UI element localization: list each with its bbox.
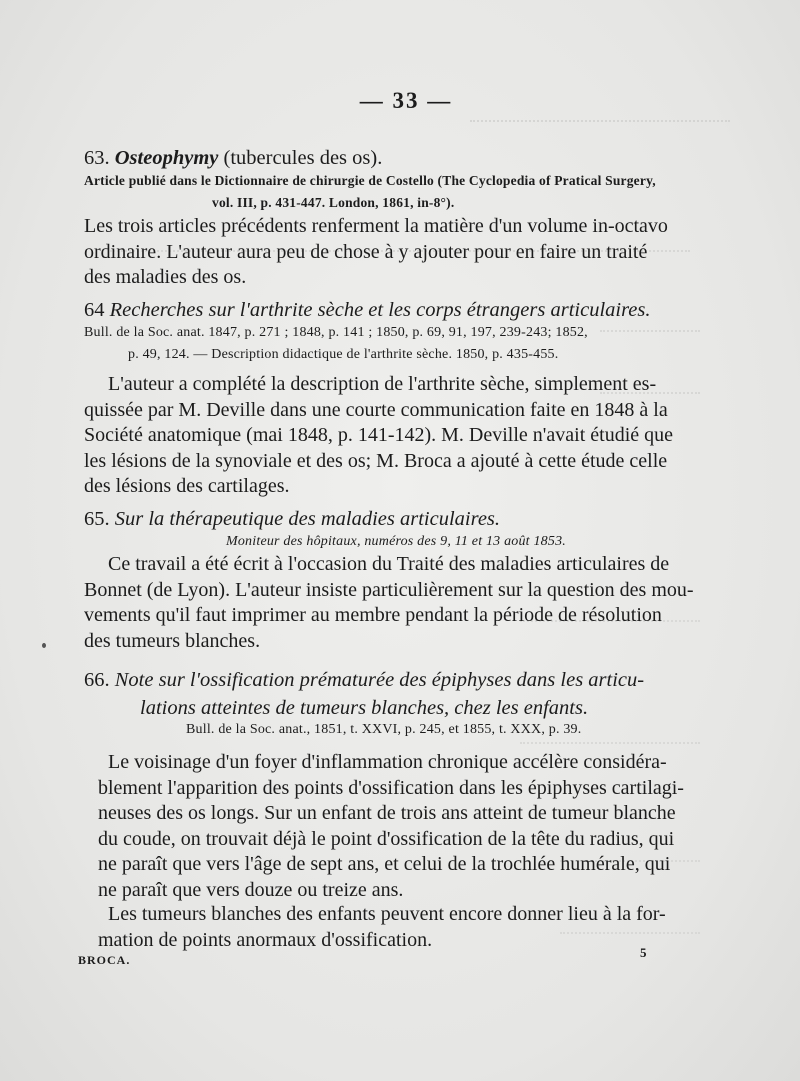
text-line: les lésions de la synoviale et des os; M. Broca a ajouté à cette étude celle: [84, 449, 668, 472]
text-line: vements qu'il faut imprimer au membre pendant la période de résolution: [84, 604, 662, 626]
body-paragraph: [84, 214, 712, 291]
sheet-number: 5: [640, 945, 647, 960]
bibliographic-reference: [226, 531, 706, 553]
entry-number: 64: [84, 299, 105, 321]
margin-speck: [42, 643, 46, 648]
bib-line: Article publié dans le Dictionnaire de chirurgie de Costello (The Cyclopedia of Pratical Surgery,: [84, 173, 656, 188]
entry-title: Osteophymy: [114, 147, 219, 169]
entry-title: Sur la thérapeutique des maladies articulaires.: [114, 508, 501, 530]
entry-number: 63.: [84, 147, 110, 169]
bib-line: vol. III, p. 431-447. London, 1861, in-8°).: [212, 195, 455, 210]
text-line: ne paraît que vers douze ou treize ans.: [98, 878, 404, 901]
bibliographic-reference: [84, 170, 714, 214]
text-line: Société anatomique (mai 1848, p. 141-142). M. Deville n'avait étudié que: [84, 424, 674, 446]
body-paragraph: [84, 372, 712, 500]
bib-line: p. 49, 124. — Description didactique de l'arthrite sèche. 1850, p. 435-455.: [128, 347, 559, 362]
entry-title: Note sur l'ossification prématurée des épiphyses dans les articu-: [114, 669, 645, 691]
entry-number: 66.: [84, 669, 110, 691]
entry-title-continued: lations atteintes de tumeurs blanches, chez les enfants.: [140, 697, 589, 719]
text-line: Les tumeurs blanches des enfants peuvent encore donner lieu à la for-: [108, 903, 666, 925]
text-line: des maladies des os.: [84, 266, 247, 288]
text-line: Le voisinage d'un foyer d'inflammation chronique accélère considéra-: [108, 751, 667, 773]
signature-mark: BROCA.: [78, 953, 131, 967]
entry-heading: [84, 145, 382, 171]
entry-heading: [84, 667, 724, 721]
entry-title-rest: (tubercules des os).: [223, 147, 383, 169]
text-line: quissée par M. Deville dans une courte communication faite en 1848 à la: [84, 398, 668, 421]
entry-number: 65.: [84, 508, 110, 530]
entry-heading: [84, 297, 651, 323]
bib-line: Bull. de la Soc. anat., 1851, t. XXVI, p. 245, et 1855, t. XXX, p. 39.: [186, 722, 582, 737]
text-line: Bonnet (de Lyon). L'auteur insiste particulièrement sur la question des mou-: [84, 578, 694, 601]
bib-line: Moniteur des hôpitaux, numéros des 9, 11 et 13 août 1853.: [226, 534, 566, 549]
body-paragraph: [84, 552, 712, 654]
text-line: blement l'apparition des points d'ossification dans les épiphyses cartilagi-: [98, 776, 684, 799]
text-line: mation de points anormaux d'ossification.: [98, 928, 433, 951]
text-line: des tumeurs blanches.: [84, 629, 261, 652]
show-through-texture: [470, 120, 730, 136]
text-line: du coude, on trouvait déjà le point d'ossification de la tête du radius, qui: [98, 827, 675, 850]
page-number: — 33 —: [359, 88, 453, 113]
text-line: des lésions des cartilages.: [84, 475, 290, 497]
entry-title: Recherches sur l'arthrite sèche et les corps étrangers articulaires.: [109, 299, 651, 321]
text-line: Ce travail a été écrit à l'occasion du Traité des maladies articulaires de: [108, 553, 670, 575]
entry-heading: [84, 506, 500, 532]
body-paragraph: [98, 902, 716, 953]
bibliographic-reference: [186, 719, 706, 741]
body-paragraph: [98, 750, 716, 903]
text-line: Les trois articles précédents renferment la matière d'un volume in-octavo: [84, 215, 668, 237]
bib-line: Bull. de la Soc. anat. 1847, p. 271 ; 1848, p. 141 ; 1850, p. 69, 91, 197, 239-243; 1852,: [84, 325, 588, 340]
text-line: neuses des os longs. Sur un enfant de trois ans atteint de tumeur blanche: [98, 802, 676, 824]
text-line: ordinaire. L'auteur aura peu de chose à y ajouter pour en faire un traité: [84, 240, 648, 263]
bibliographic-reference: [84, 322, 714, 366]
text-line: ne paraît que vers l'âge de sept ans, et celui de la trochlée humérale, qui: [98, 853, 671, 875]
text-line: L'auteur a complété la description de l'arthrite sèche, simplement es-: [108, 373, 657, 395]
